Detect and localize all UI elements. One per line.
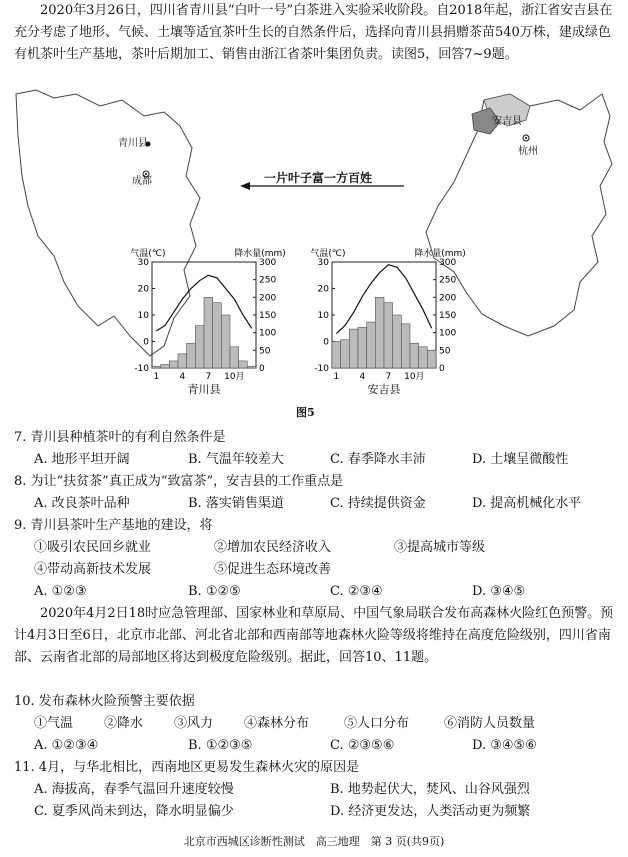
figure-caption: 图5 <box>296 406 315 419</box>
chart-title: 青川县 <box>187 383 221 396</box>
precipitation-bar <box>332 342 341 369</box>
precipitation-bar <box>247 366 256 368</box>
q11-option-d[interactable]: D. 经济更发达，人类活动更为频繁 <box>330 804 531 819</box>
precipitation-bar <box>419 347 428 368</box>
left-tick-label: -10 <box>314 364 329 374</box>
map-label-chengdu: 成都 <box>132 176 152 187</box>
precipitation-bar <box>375 297 384 368</box>
x-tick-label: 1 <box>333 372 340 382</box>
right-tick-label: 300 <box>259 258 277 268</box>
page-footer: 北京市西城区诊断性测试 高三地理 第 3 页(共9页) <box>183 835 445 848</box>
q8-option-c[interactable]: C. 持续提供资金 <box>330 496 426 511</box>
precipitation-bar <box>213 303 222 368</box>
precipitation-bar <box>427 350 436 368</box>
precipitation-bar <box>410 343 419 368</box>
q11-stem: 11. 4月，与华北相比，西南地区更易发生森林火灾的原因是 <box>14 760 360 775</box>
precipitation-bar <box>384 303 393 368</box>
q7-stem: 7. 青川县种植茶叶的有利自然条件是 <box>14 430 226 445</box>
precipitation-bar <box>178 354 187 368</box>
precipitation-bar <box>169 361 178 368</box>
q10-item-1: ①气温 <box>34 716 74 731</box>
q9-item-1: ①吸引农民回乡就业 <box>34 540 152 555</box>
precipitation-bar <box>401 324 410 368</box>
q10-item-5: ⑤人口分布 <box>344 716 410 731</box>
precipitation-bar <box>349 329 358 368</box>
q9-item-3: ③提高城市等级 <box>394 540 486 555</box>
figure-5 <box>14 86 618 419</box>
q10-stem: 10. 发布森林火险预警主要依据 <box>14 694 195 709</box>
precipitation-bar <box>204 297 213 368</box>
precipitation-bar <box>393 315 402 368</box>
sichuan-map-outline <box>16 90 200 356</box>
right-tick-label: 250 <box>259 275 277 286</box>
chart-title: 安吉县 <box>367 383 401 396</box>
q10-option-a[interactable]: A. ①②③④ <box>34 738 99 753</box>
q9-option-d[interactable]: D. ③④⑤ <box>472 584 526 599</box>
q8-option-b[interactable]: B. 落实销售渠道 <box>188 496 284 511</box>
precipitation-bar <box>195 326 204 368</box>
q10-item-4: ④森林分布 <box>244 716 310 731</box>
right-tick-label: 100 <box>439 328 457 339</box>
map-label-hangzhou: 杭州 <box>518 146 538 157</box>
right-tick-label: 300 <box>439 258 457 268</box>
x-tick-label: 1 <box>153 372 160 382</box>
q9-stem: 9. 青川县茶叶生产基地的建设，将 <box>14 518 213 533</box>
right-tick-label: 50 <box>259 346 271 357</box>
arrow-text: 一片叶子富一方百姓 <box>264 171 373 185</box>
q9-option-c[interactable]: C. ②③④ <box>330 584 383 599</box>
q9-item-5: ⑤促进生态环境改善 <box>214 562 332 577</box>
q9-item-4: ④带动高新技术发展 <box>34 562 152 577</box>
left-axis-label: 气温(℃) <box>130 249 166 259</box>
q11-option-b[interactable]: B. 地势起伏大，焚风、山谷风强烈 <box>330 782 530 797</box>
q10-option-d[interactable]: D. ③④⑤⑥ <box>472 738 537 753</box>
right-tick-label: 100 <box>259 328 277 339</box>
q10-item-2: ②降水 <box>104 716 144 731</box>
right-tick-label: 50 <box>439 346 451 357</box>
q10-item-6: ⑥消防人员数量 <box>444 716 536 731</box>
x-tick-label: 7 <box>385 372 392 382</box>
map-label-qingchuan: 青川县 <box>118 138 148 149</box>
q8-option-d[interactable]: D. 提高机械化水平 <box>472 496 582 511</box>
left-tick-label: 20 <box>137 284 149 295</box>
precipitation-bar <box>358 327 367 368</box>
precipitation-bar <box>187 343 196 368</box>
x-tick-label: 10月 <box>404 372 425 382</box>
q7-option-b[interactable]: B. 气温年较差大 <box>188 452 284 467</box>
intro-paragraph-2: 2020年4月2日18时应急管理部、国家林业和草原局、中国气象局联合发布高森林火险红色预警。预计4月3日至6日，北京市北部、河北省北部和西南部等地森林火险等级将维持在高度危险级别，四川省南部、云南省北部的局部地区将达到极度危险级别。据此，回答10、11题。 <box>14 606 614 665</box>
precipitation-bar <box>341 340 350 368</box>
right-tick-label: 200 <box>439 293 457 304</box>
q9-option-b[interactable]: B. ①②⑤ <box>188 584 241 599</box>
q9-option-a[interactable]: A. ①②③ <box>34 584 87 599</box>
right-tick-label: 150 <box>259 311 277 321</box>
right-tick-label: 250 <box>439 275 457 286</box>
right-tick-label: 0 <box>259 364 265 374</box>
x-tick-label: 4 <box>179 372 186 382</box>
left-tick-label: 30 <box>317 258 329 268</box>
intro-paragraph-1: 2020年3月26日，四川省青川县“白叶一号”白茶进入实验采收阶段。自2018年起，浙江省安吉县在充分考虑了地形、气候、土壤等适宜茶叶生长的自然条件后，选择向青川县捐赠茶苗540万株，建成绿色有机茶叶生产基地，茶叶后期加工、销售由浙江省茶叶集团负责。读图5，回答7~9题。 <box>14 3 613 62</box>
right-axis-label: 降水量(mm) <box>414 249 466 259</box>
map-figure-svg <box>14 86 618 416</box>
q9-item-2: ②增加农民经济收入 <box>214 540 332 555</box>
right-tick-label: 0 <box>439 364 445 374</box>
left-tick-label: 30 <box>137 258 149 268</box>
q7-option-c[interactable]: C. 春季降水丰沛 <box>330 452 426 467</box>
precipitation-bar <box>221 315 230 368</box>
q11-option-c[interactable]: C. 夏季风尚未到达，降水明显偏少 <box>34 804 234 819</box>
q11-option-a[interactable]: A. 海拔高，春季气温回升速度较慢 <box>34 782 234 797</box>
chart-qingchuan <box>130 247 285 396</box>
q10-item-3: ③风力 <box>174 716 214 731</box>
left-tick-label: 10 <box>317 311 329 321</box>
precipitation-bar <box>239 361 248 368</box>
x-tick-label: 7 <box>205 372 212 382</box>
left-tick-label: 10 <box>137 311 149 321</box>
q7-option-d[interactable]: D. 土壤呈微酸性 <box>472 452 569 467</box>
right-tick-label: 200 <box>259 293 277 304</box>
left-tick-label: 20 <box>317 284 329 295</box>
left-tick-label: 0 <box>143 337 149 348</box>
x-tick-label: 4 <box>359 372 366 382</box>
q8-stem: 8. 为让“扶贫茶”真正成为“致富茶”，安吉县的工作重点是 <box>14 474 344 489</box>
q10-option-b[interactable]: B. ①②③⑤ <box>188 738 253 753</box>
left-axis-label: 气温(℃) <box>310 249 346 259</box>
q7-option-a[interactable]: A. 地形平坦开阔 <box>34 452 130 467</box>
precipitation-bar <box>152 366 161 368</box>
arrow-head <box>240 182 250 190</box>
q8-option-a[interactable]: A. 改良茶叶品种 <box>34 496 130 511</box>
right-axis-label: 降水量(mm) <box>234 249 286 259</box>
right-tick-label: 150 <box>439 311 457 321</box>
q10-option-c[interactable]: C. ②③⑤⑥ <box>330 738 395 753</box>
precipitation-bar <box>230 347 239 368</box>
map-label-anji: 安吉县 <box>492 116 522 127</box>
x-tick-label: 10月 <box>224 372 245 382</box>
chart-anji <box>310 247 465 396</box>
precipitation-bar <box>161 364 170 368</box>
left-tick-label: -10 <box>134 364 149 374</box>
left-tick-label: 0 <box>323 337 329 348</box>
precipitation-bar <box>367 322 376 368</box>
